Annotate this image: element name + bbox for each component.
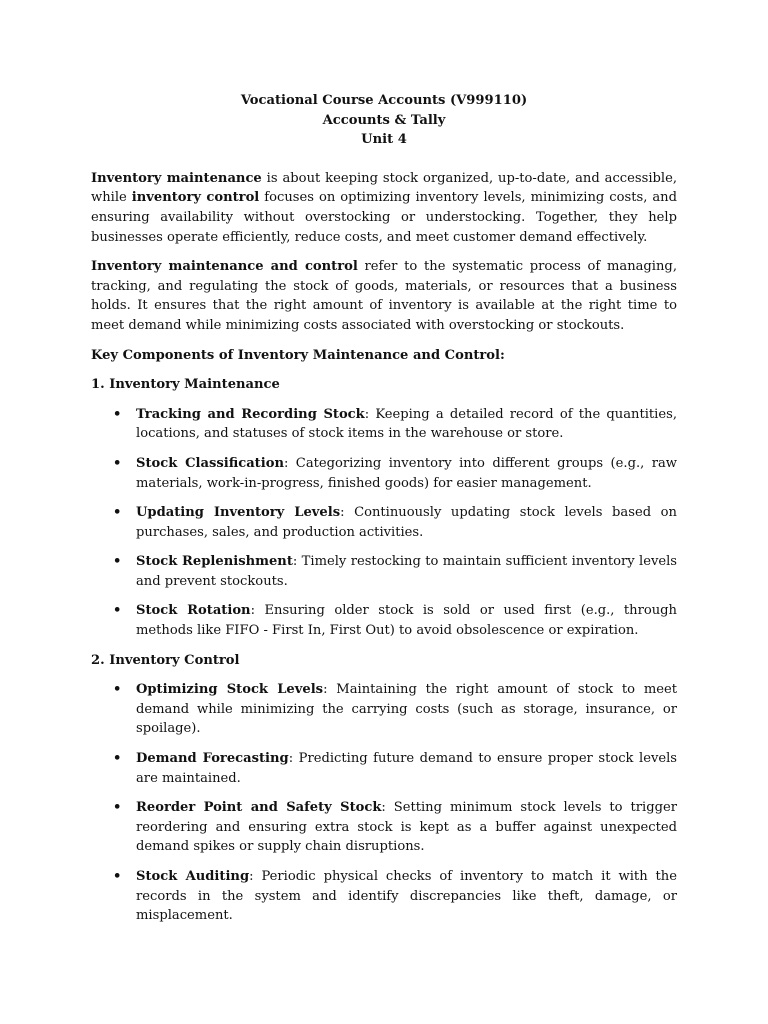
course-title: Vocational Course Accounts (V999110) [240,93,528,108]
term-maintenance-and-control: Inventory maintenance and control [91,259,358,275]
intro-paragraph-1 [91,169,677,247]
list-item [91,798,677,857]
bullet-icon: • [113,554,122,570]
section-heading-maintenance: 1. Inventory Maintenance [91,377,280,393]
intro-paragraph-2 [91,257,677,335]
list-item-term: Optimizing Stock Levels [136,682,324,698]
list-item-term: Stock Classification [136,455,284,471]
list-item-term: Reorder Point and Safety Stock [136,800,382,816]
list-item [91,454,677,493]
list-item [91,601,677,640]
bullet-icon: • [113,869,122,884]
intro-text-3: refer to the systematic process of managing, tracking, and regulating the stock of goods, materials, or resources that a business holds. It ensures that the right amount of inventory is available at the right time to meet demand while minimizing costs associated with overstocking or stockouts. [91,259,677,333]
list-item [91,867,677,926]
list-item [91,680,677,739]
list-item [91,405,677,444]
intro-text-1: is about keeping stock organized, up-to-date, and accessible, while [91,170,677,206]
list-item-term: Updating Inventory Levels [136,505,341,521]
control-list [91,680,677,926]
document-page [91,91,677,936]
section-heading-control: 2. Inventory Control [91,652,240,668]
list-item-text: : Predicting future demand to ensure proper stock levels are maintained. [136,751,677,786]
list-item-term: Demand Forecasting [136,751,289,767]
bullet-icon: • [113,682,122,698]
list-item-text: : Keeping a detailed record of the quantities, locations, and statuses of stock items in the warehouse or store. [136,406,677,442]
list-item-text: : Periodic physical checks of inventory to match it with the records in the system and identify discrepancies like theft, damage, or misplacement. [136,869,677,924]
bullet-icon: • [113,406,122,422]
list-item-term: Stock Auditing [136,869,250,884]
list-item-text: : Ensuring older stock is sold or used first (e.g., through methods like FIFO - First In, First Out) to avoid obsolescence or expiration. [136,603,677,639]
key-components-heading: Key Components of Inventory Maintenance and Control: [91,347,505,363]
list-item [91,503,677,542]
list-item-text: : Maintaining the right amount of stock to meet demand while minimizing the carrying costs (such as storage, insurance, or spoilage). [136,682,678,737]
bullet-icon: • [113,603,122,619]
unit-label: Unit 4 [361,132,407,148]
bullet-icon: • [113,800,122,816]
list-item [91,552,677,591]
bullet-icon: • [113,751,122,767]
list-item-text: : Categorizing inventory into different groups (e.g., raw materials, work-in-progress, finished goods) for easier management. [136,455,677,491]
bullet-icon: • [113,455,122,471]
list-item-term: Stock Replenishment [136,554,293,570]
list-item-text: : Setting minimum stock levels to trigger reordering and ensuring extra stock is kept as a buffer against unexpected demand spikes or supply chain disruptions. [136,800,677,855]
term-inventory-maintenance: Inventory maintenance [91,170,262,186]
list-item-text: : Timely restocking to maintain sufficient inventory levels and prevent stockouts. [136,554,677,589]
course-subtitle: Accounts & Tally [322,112,446,128]
term-inventory-control: inventory control [131,190,260,206]
list-item [91,749,677,788]
list-item-text: : Continuously updating stock levels based on purchases, sales, and production activities. [136,505,677,540]
intro-text-2: focuses on optimizing inventory levels, minimizing costs, and ensuring availability without overstocking or understocking. Together, they help businesses operate efficiently, reduce costs, and meet customer demand effectively. [91,190,677,245]
list-item-term: Stock Rotation [136,603,251,619]
document-header [91,91,677,150]
bullet-icon: • [113,505,122,521]
list-item-term: Tracking and Recording Stock [136,406,365,422]
maintenance-list [91,405,677,641]
